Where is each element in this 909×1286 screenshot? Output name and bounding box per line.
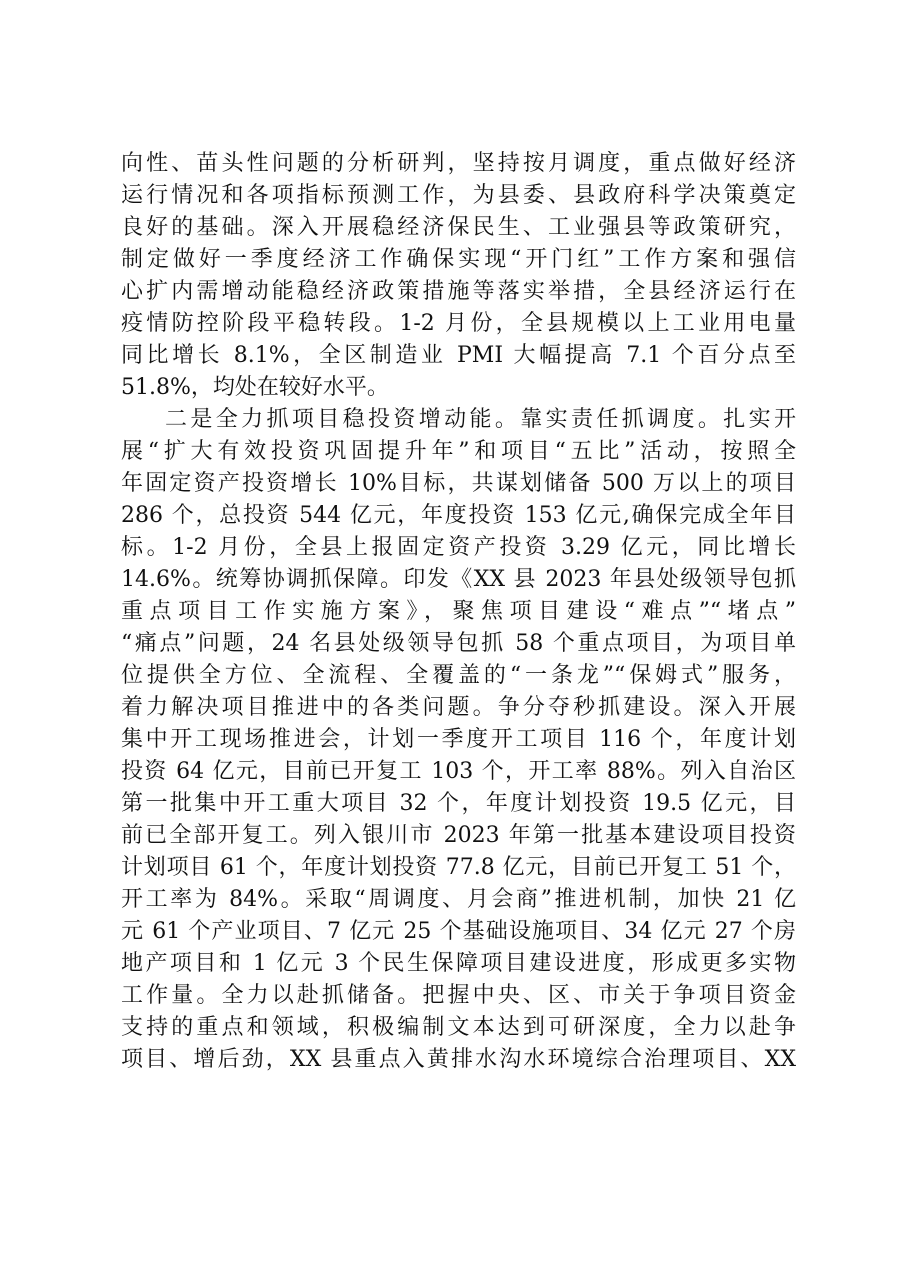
text-line: 疫情防控阶段平稳转段。1-2 月份，全县规模以上工业用电量 (121, 311, 796, 336)
text-line: 同比增长 8.1%，全区制造业 PMI 大幅提高 7.1 个百分点至 (121, 343, 796, 368)
text-line: 投资 64 亿元，目前已开复工 103 个，开工率 88%。列入自治区 (121, 759, 796, 784)
text-line: 计划项目 61 个，年度计划投资 77.8 亿元，目前已开复工 51 个， (121, 855, 796, 880)
text-line: 第一批集中开工重大项目 32 个，年度计划投资 19.5 亿元，目 (121, 791, 796, 816)
text-line: 286 个，总投资 544 亿元，年度投资 153 亿元,确保完成全年目 (121, 503, 796, 528)
paragraph-first-line: 二是全力抓项目稳投资增动能。靠实责任抓调度。扎实开 (165, 407, 796, 432)
text-line: 51.8%，均处在较好水平。 (121, 375, 389, 400)
text-line: 标。1-2 月份，全县上报固定资产投资 3.29 亿元，同比增长 (121, 535, 796, 560)
text-line: 展“扩大有效投资巩固提升年”和项目“五比”活动，按照全 (121, 439, 796, 464)
text-line: 工作量。全力以赴抓储备。把握中央、区、市关于争项目资金 (121, 983, 796, 1008)
text-line: 向性、苗头性问题的分析研判，坚持按月调度，重点做好经济 (121, 151, 796, 176)
text-line: 心扩内需增动能稳经济政策措施等落实举措，全县经济运行在 (121, 279, 796, 304)
text-line: 良好的基础。深入开展稳经济保民生、工业强县等政策研究， (121, 215, 796, 240)
text-line: 14.6%。统筹协调抓保障。印发《XX 县 2023 年县处级领导包抓 (121, 567, 796, 592)
text-line: 支持的重点和领域，积极编制文本达到可研深度，全力以赴争 (121, 1015, 796, 1040)
text-line: 项目、增后劲，XX 县重点入黄排水沟水环境综合治理项目、XX (121, 1047, 796, 1072)
text-line: 地产项目和 1 亿元 3 个民生保障项目建设进度，形成更多实物 (121, 951, 796, 976)
document-body-text (121, 148, 796, 1076)
text-line: 着力解决项目推进中的各类问题。争分夺秒抓建设。深入开展 (121, 695, 796, 720)
text-line: 制定做好一季度经济工作确保实现“开门红”工作方案和强信 (121, 247, 796, 272)
text-line: 开工率为 84%。采取“周调度、月会商”推进机制，加快 21 亿 (121, 887, 796, 912)
text-line: 位提供全方位、全流程、全覆盖的“一条龙”“保姆式”服务， (121, 663, 796, 688)
text-line: 运行情况和各项指标预测工作，为县委、县政府科学决策奠定 (121, 183, 796, 208)
text-line: 重点项目工作实施方案》，聚焦项目建设“难点”“堵点” (121, 599, 796, 624)
text-line: 元 61 个产业项目、7 亿元 25 个基础设施项目、34 亿元 27 个房 (121, 919, 796, 944)
text-line: 前已全部开复工。列入银川市 2023 年第一批基本建设项目投资 (121, 823, 796, 848)
text-line: 年固定资产投资增长 10%目标，共谋划储备 500 万以上的项目 (121, 471, 796, 496)
text-line: 集中开工现场推进会，计划一季度开工项目 116 个，年度计划 (121, 727, 796, 752)
text-line: “痛点”问题，24 名县处级领导包抓 58 个重点项目，为项目单 (121, 631, 796, 656)
